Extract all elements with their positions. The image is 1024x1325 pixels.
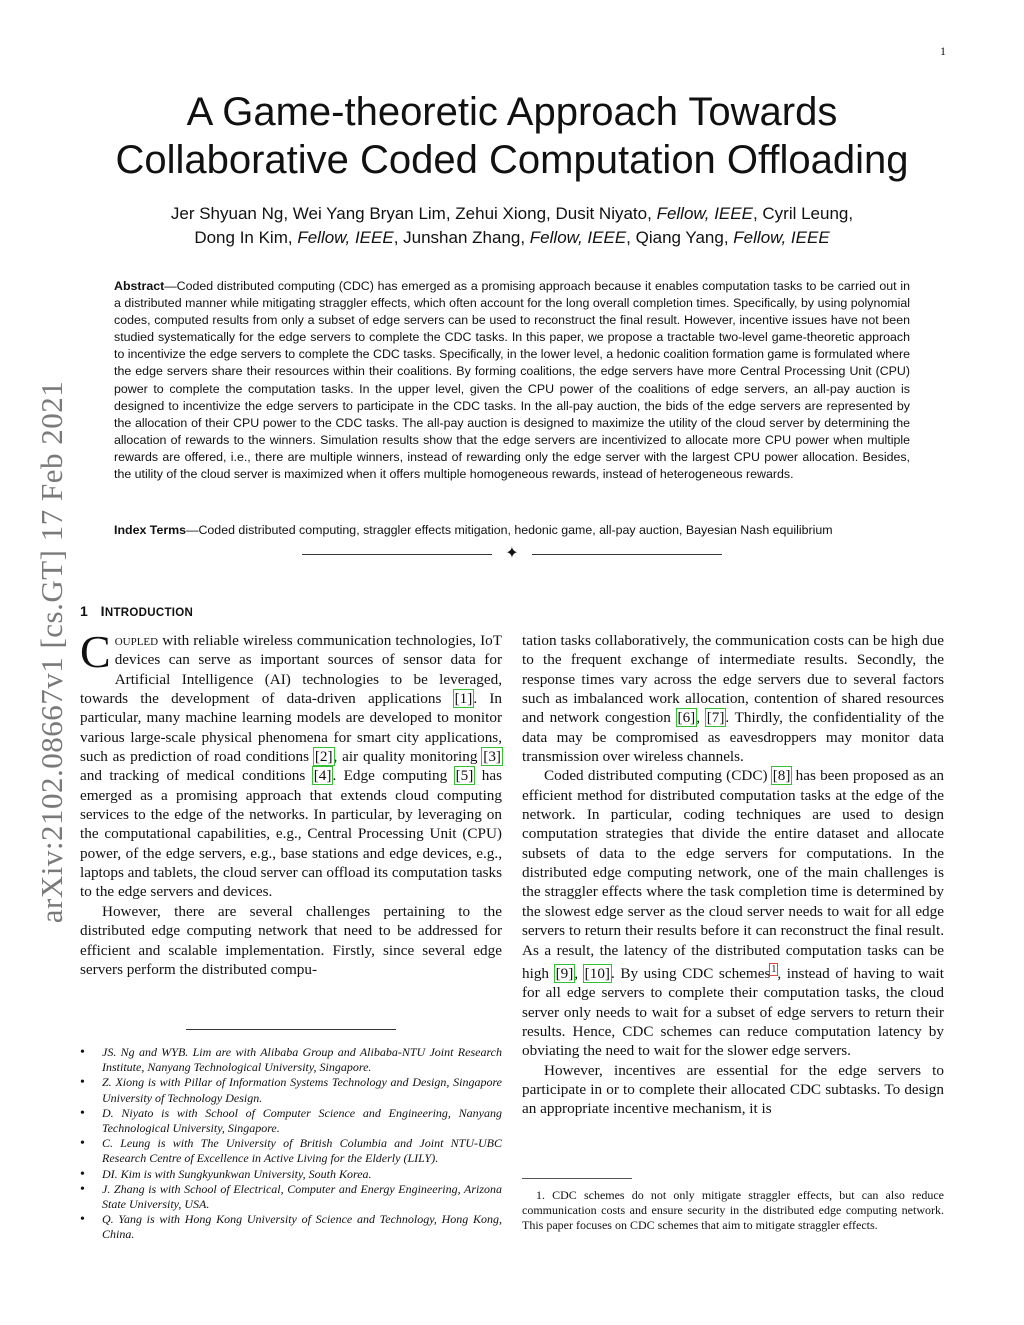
- index-terms: [114, 522, 914, 539]
- footnote-rule: [522, 1178, 632, 1179]
- fellow-title: Fellow, IEEE: [733, 228, 830, 247]
- citation-link[interactable]: [4]: [313, 767, 332, 785]
- arxiv-identifier-stamp[interactable]: arXiv:2102.08667v1 [cs.GT] 17 Feb 2021: [34, 380, 69, 924]
- list-item: • J. Zhang is with School of Electrical, Computer and Energy Engineering, Arizona State University, USA.: [80, 1182, 502, 1212]
- footnote-text: 1. CDC schemes do not only mitigate straggler effects, but can also reduce communication costs and ensure security in the distributed edge computing network. This paper focuses on CDC schemes that aim to mitigate straggler effects.: [522, 1188, 944, 1233]
- list-item: • C. Leung is with The University of British Columbia and Joint NTU-UBC Research Centre of Excellence in Active Living for the Elderly (LILY).: [80, 1136, 502, 1166]
- list-item: • Z. Xiong is with Pillar of Information Systems Technology and Design, Singapore University of Technology Design.: [80, 1075, 502, 1105]
- title-line-1: A Game-theoretic Approach Towards: [186, 90, 838, 134]
- title-line-2: Collaborative Coded Computation Offloading: [115, 138, 909, 182]
- list-item: • JS. Ng and WYB. Lim are with Alibaba Group and Alibaba-NTU Joint Research Institute, Nanyang Technological University, Singapore.: [80, 1045, 502, 1075]
- list-item: • D. Niyato is with School of Computer Science and Engineering, Nanyang Technological University, Singapore.: [80, 1106, 502, 1136]
- abstract-text: —Coded distributed computing (CDC) has emerged as a promising approach because it enables computation tasks to be carried out in a distributed manner while mitigating straggler effects, which often account for the long overall completion times. Specifically, by using polynomial codes, computed results from only a subset of edge servers can be used to reconstruct the final result. However, incentive issues have not been studied systematically for the edge servers to complete the CDC tasks. In this paper, we propose a tractable two-level game-theoretic approach to incentivize the edge servers to complete the CDC tasks. Specifically, in the lower level, a hedonic coalition formation game is formulated where the edge servers share their resources within their coalitions. By forming coalitions, the edge servers have more Central Processing Unit (CPU) power to complete the computation tasks. In the upper level, given the CPU power of the coalitions of edge servers, an all-pay auction is designed to incentivize the edge servers to participate in the CDC tasks. In the all-pay auction, the bids of the edge servers are represented by the allocation of their CPU power to the CDC tasks. The all-pay auction is designed to maximize the utility of the cloud server by determining the allocation of rewards to the winners. Simulation results show that the edge servers are incentivized to allocate more CPU power when multiple rewards are offered, i.e., there are multiple winners, instead of rewarding only the edge server with the largest CPU power allocation. Besides, the utility of the cloud server is maximized when it offers multiple homogeneous rewards, instead of heterogeneous rewards.: [114, 279, 910, 482]
- author-line-1: Jer Shyuan Ng, Wei Yang Bryan Lim, Zehui Xiong, Dusit Niyato, Fellow, IEEE, Cyril Leung,: [170, 204, 854, 223]
- index-terms-label: Index Terms: [114, 523, 187, 537]
- paragraph: However, incentives are essential for the edge servers to participate in or to complete their allocated CDC subtasks. To design an appropriate incentive mechanism, it is: [522, 1061, 944, 1118]
- paragraph: Coupled with reliable wireless communication technologies, IoT devices can serve as important sources of sensor data for Artificial Intelligence (AI) technologies to be leveraged, towards the development of data-driven applications [1]. In particular, many machine learning models are developed to monitor various large-scale physical phenomena for smart city applications, such as prediction of road conditions [2], air quality monitoring [3] and tracking of medical conditions [4]. Edge computing [5] has emerged as a promising approach that extends cloud computing services to the edge of the networks. In particular, by leveraging on the computational capabilities, e.g., Central Processing Unit (CPU) power, of the edge servers, e.g., base stations and edge devices, e.g., laptops and tablets, the cloud server can offload its computation tasks to the edge servers and devices.: [80, 626, 502, 901]
- author-line-2: Dong In Kim, Fellow, IEEE, Junshan Zhang, Fellow, IEEE, Qiang Yang, Fellow, IEEE: [194, 228, 830, 247]
- section-title-initial: I: [100, 603, 105, 619]
- paragraph: Coded distributed computing (CDC) [8] has been proposed as an efficient method for distributed computation tasks at the edge of the network. In particular, coding techniques are used to design computation strategies that divide the entire dataset and allocate subsets of data to the edge servers for computations. In the distributed edge computing network, one of the main challenges is the straggler effects where the task completion time is determined by the slowest edge server as the cloud server needs to wait for all edge servers to return their results before it can reconstruct the final result. As a result, the latency of the distributed computation tasks can be high [9], [10]. By using CDC schemes$^1$, instead of having to wait for all edge servers to complete their computation tasks, the cloud server only needs to wait for a subset of edge servers to return their results. Hence, CDC schemes can reduce computation latency by obviating the need to wait for the slower edge servers.: [522, 767, 945, 1060]
- drop-cap: C: [80, 626, 111, 677]
- citation-link[interactable]: [3]: [483, 748, 501, 766]
- author-affiliations: [80, 1045, 502, 1243]
- list-item: • Q. Yang is with Hong Kong University of Science and Technology, Hong Kong, China.: [80, 1212, 502, 1242]
- citation-link[interactable]: [8]: [772, 767, 791, 785]
- right-text-column: [522, 631, 944, 1119]
- index-terms-text: —Coded distributed computing, straggler effects mitigation, hedonic game, all-pay auction, Bayesian Nash equilibrium: [186, 523, 833, 537]
- author-list: [80, 202, 944, 250]
- footnote: [522, 1188, 944, 1234]
- citation-link[interactable]: [7]: [706, 709, 725, 727]
- footnote-reference-link[interactable]: 1: [771, 963, 777, 975]
- fellow-title: Fellow, IEEE: [529, 228, 627, 247]
- citation-link[interactable]: [1]: [454, 690, 473, 708]
- separator-line-right: [532, 554, 722, 555]
- section-title-rest: NTRODUCTION: [104, 607, 194, 619]
- citation-link[interactable]: [10]: [584, 964, 610, 982]
- paper-title: [80, 88, 944, 184]
- citation-link[interactable]: [9]: [555, 964, 574, 982]
- section-separator: [302, 545, 722, 565]
- separator-star-icon: ✦: [505, 545, 519, 562]
- separator-line-left: [302, 554, 492, 555]
- section-heading-introduction: [80, 603, 193, 619]
- left-text-column: [80, 626, 502, 979]
- abstract: [114, 278, 910, 483]
- page-number: 1: [940, 44, 946, 58]
- citation-link[interactable]: [6]: [677, 709, 696, 727]
- abstract-label: Abstract: [114, 279, 165, 293]
- citation-link[interactable]: [5]: [455, 767, 474, 785]
- paragraph: tation tasks collaboratively, the communication costs can be high due to the frequent exchange of intermediate results. Secondly, the response times vary across the edge servers due to several factors such as imbalanced work allocation, contention of shared resources and network congestion [6], [7]. Thirdly, the confidentiality of the data may be compromised as eavesdroppers may monitor data transmission over wireless channels.: [522, 632, 944, 766]
- affiliation-list: [80, 1045, 502, 1243]
- paragraph: However, there are several challenges pertaining to the distributed edge computing network that need to be addressed for efficient and scalable implementation. Firstly, since several edge servers perform the distributed compu-: [80, 902, 502, 978]
- section-number: 1: [80, 603, 89, 619]
- list-item: • DI. Kim is with Sungkyunkwan University, South Korea.: [80, 1167, 502, 1182]
- footnote-rule: [186, 1029, 396, 1030]
- fellow-title: Fellow, IEEE: [297, 228, 394, 247]
- citation-link[interactable]: [2]: [314, 748, 333, 766]
- fellow-title: Fellow, IEEE: [656, 204, 753, 223]
